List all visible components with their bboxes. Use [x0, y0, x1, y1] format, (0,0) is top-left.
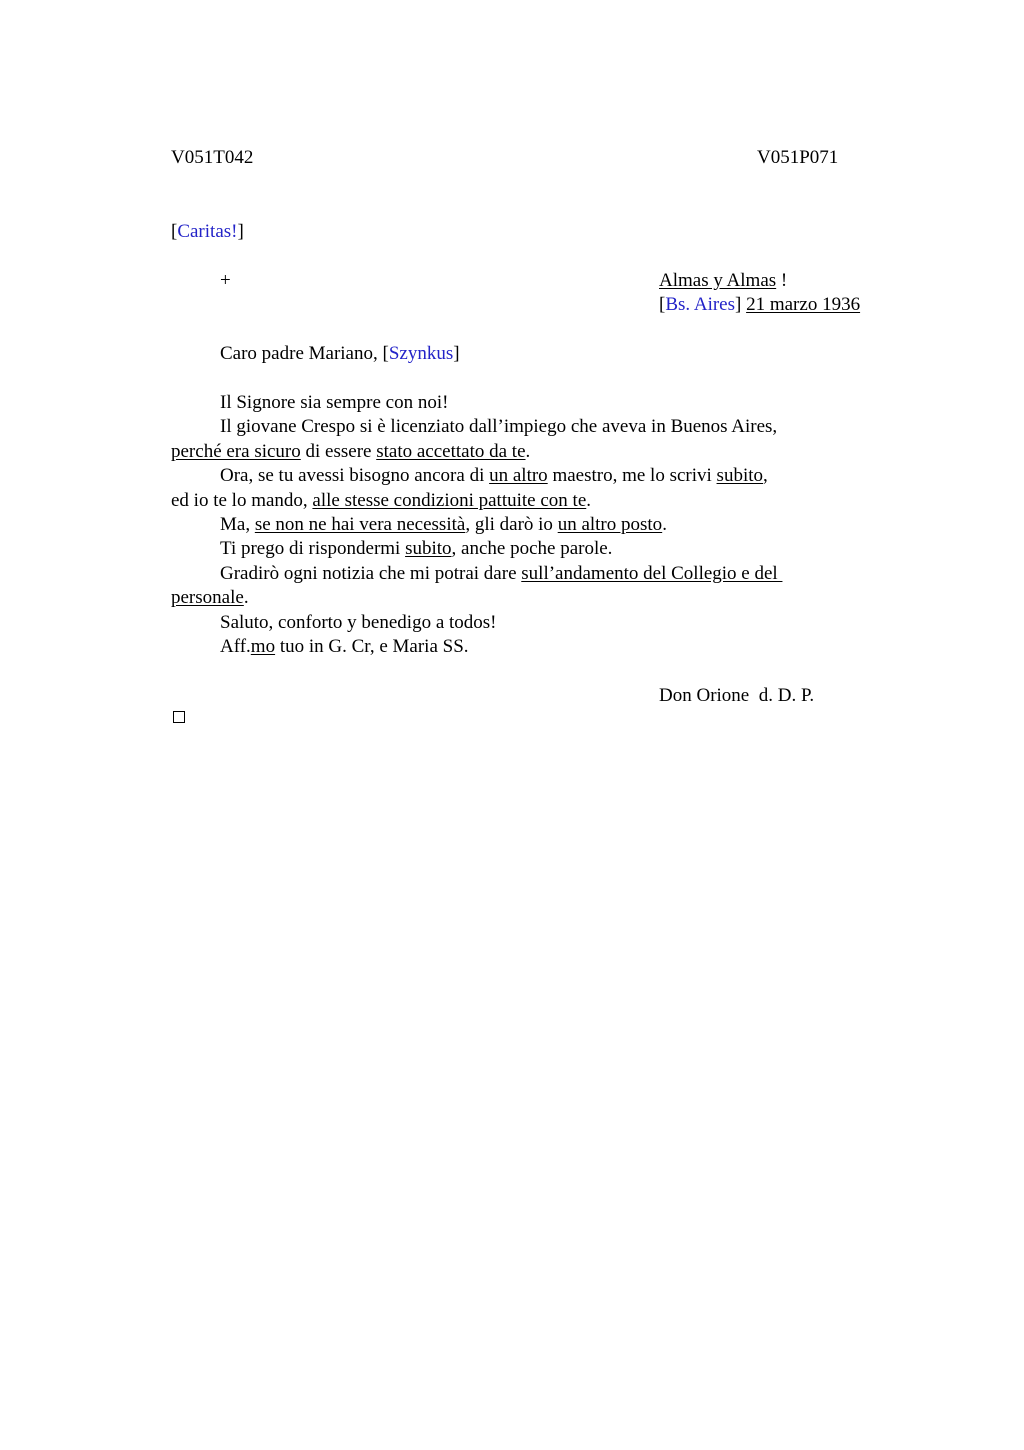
header-left-code: V051T042: [171, 147, 254, 168]
underlined-text: alle stesse condizioni pattuite con te: [312, 490, 587, 511]
text-run: Gradirò ogni notizia che mi potrai dare: [220, 563, 522, 584]
bracket-open: [: [659, 294, 666, 315]
motto-word: Caritas!: [177, 221, 238, 242]
underlined-text: subito: [716, 465, 763, 486]
bracket-open: [: [171, 221, 178, 242]
text-run: ed io te lo mando,: [171, 490, 313, 511]
dateline-exclaim: !: [776, 270, 788, 291]
salutation: [220, 342, 460, 366]
body-line-closing: Saluto, conforto y benedigo a todos!: [220, 612, 497, 633]
body-line-valediction: [220, 635, 469, 659]
salutation-text: Caro padre Mariano,: [220, 343, 383, 364]
header-right-code: V051P071: [757, 147, 839, 168]
text-run: Aff.: [220, 636, 251, 657]
dateline-date: 21 marzo 1936: [746, 294, 861, 315]
underlined-text: un altro: [489, 465, 548, 486]
text-run: ,: [763, 465, 768, 486]
text-run: .: [243, 587, 249, 608]
text-run: tuo in G. Cr, e Maria SS.: [275, 636, 469, 657]
underlined-text: stato accettato da te: [376, 441, 526, 462]
motto: [171, 220, 244, 244]
underlined-text: subito: [405, 538, 452, 559]
text-run: , anche poche parole.: [451, 538, 613, 559]
bracket-close: ]: [237, 221, 244, 242]
body-line-greeting: Il Signore sia sempre con noi!: [220, 392, 449, 413]
body-line: Il giovane Crespo si è licenziato dall’impiego che aveva in Buenos Aires,: [220, 416, 778, 437]
underlined-text: se non ne hai vera necessità: [254, 514, 466, 535]
underlined-text: perché era sicuro: [171, 441, 301, 462]
text-run: .: [662, 514, 667, 535]
text-run: Ora, se tu avessi bisogno ancora di: [220, 465, 490, 486]
cross-symbol: +: [220, 270, 231, 291]
body-line: [171, 489, 591, 513]
text-run: di essere: [300, 441, 377, 462]
body-line: [220, 464, 768, 488]
bracket-close: ]: [735, 294, 747, 315]
underlined-text: personale: [171, 587, 244, 608]
underlined-text: mo: [250, 636, 276, 657]
dateline-line1: [659, 269, 787, 293]
underlined-text: sull’andamento del Collegio e del: [521, 563, 783, 584]
body-line: [171, 586, 249, 610]
bracket-open: [: [382, 343, 389, 364]
body-line: [220, 537, 612, 561]
underlined-text: un altro posto: [557, 514, 663, 535]
signature: Don Orione d. D. P.: [659, 685, 815, 706]
recipient-name: Szynkus: [388, 343, 454, 364]
dateline-place: Bs. Aires: [665, 294, 736, 315]
body-line: [220, 513, 667, 537]
end-marker-box-icon: [173, 711, 185, 723]
body-line: [220, 562, 782, 586]
text-run: , gli darò io: [465, 514, 558, 535]
text-run: maestro, me lo scrivi: [547, 465, 717, 486]
bracket-close: ]: [453, 343, 460, 364]
dateline-motto: Almas y Almas: [659, 270, 777, 291]
text-run: .: [586, 490, 592, 511]
body-line: [171, 440, 530, 464]
text-run: Ma,: [220, 514, 255, 535]
text-run: .: [525, 441, 531, 462]
text-run: Ti prego di rispondermi: [220, 538, 406, 559]
dateline-line2: [659, 293, 860, 317]
